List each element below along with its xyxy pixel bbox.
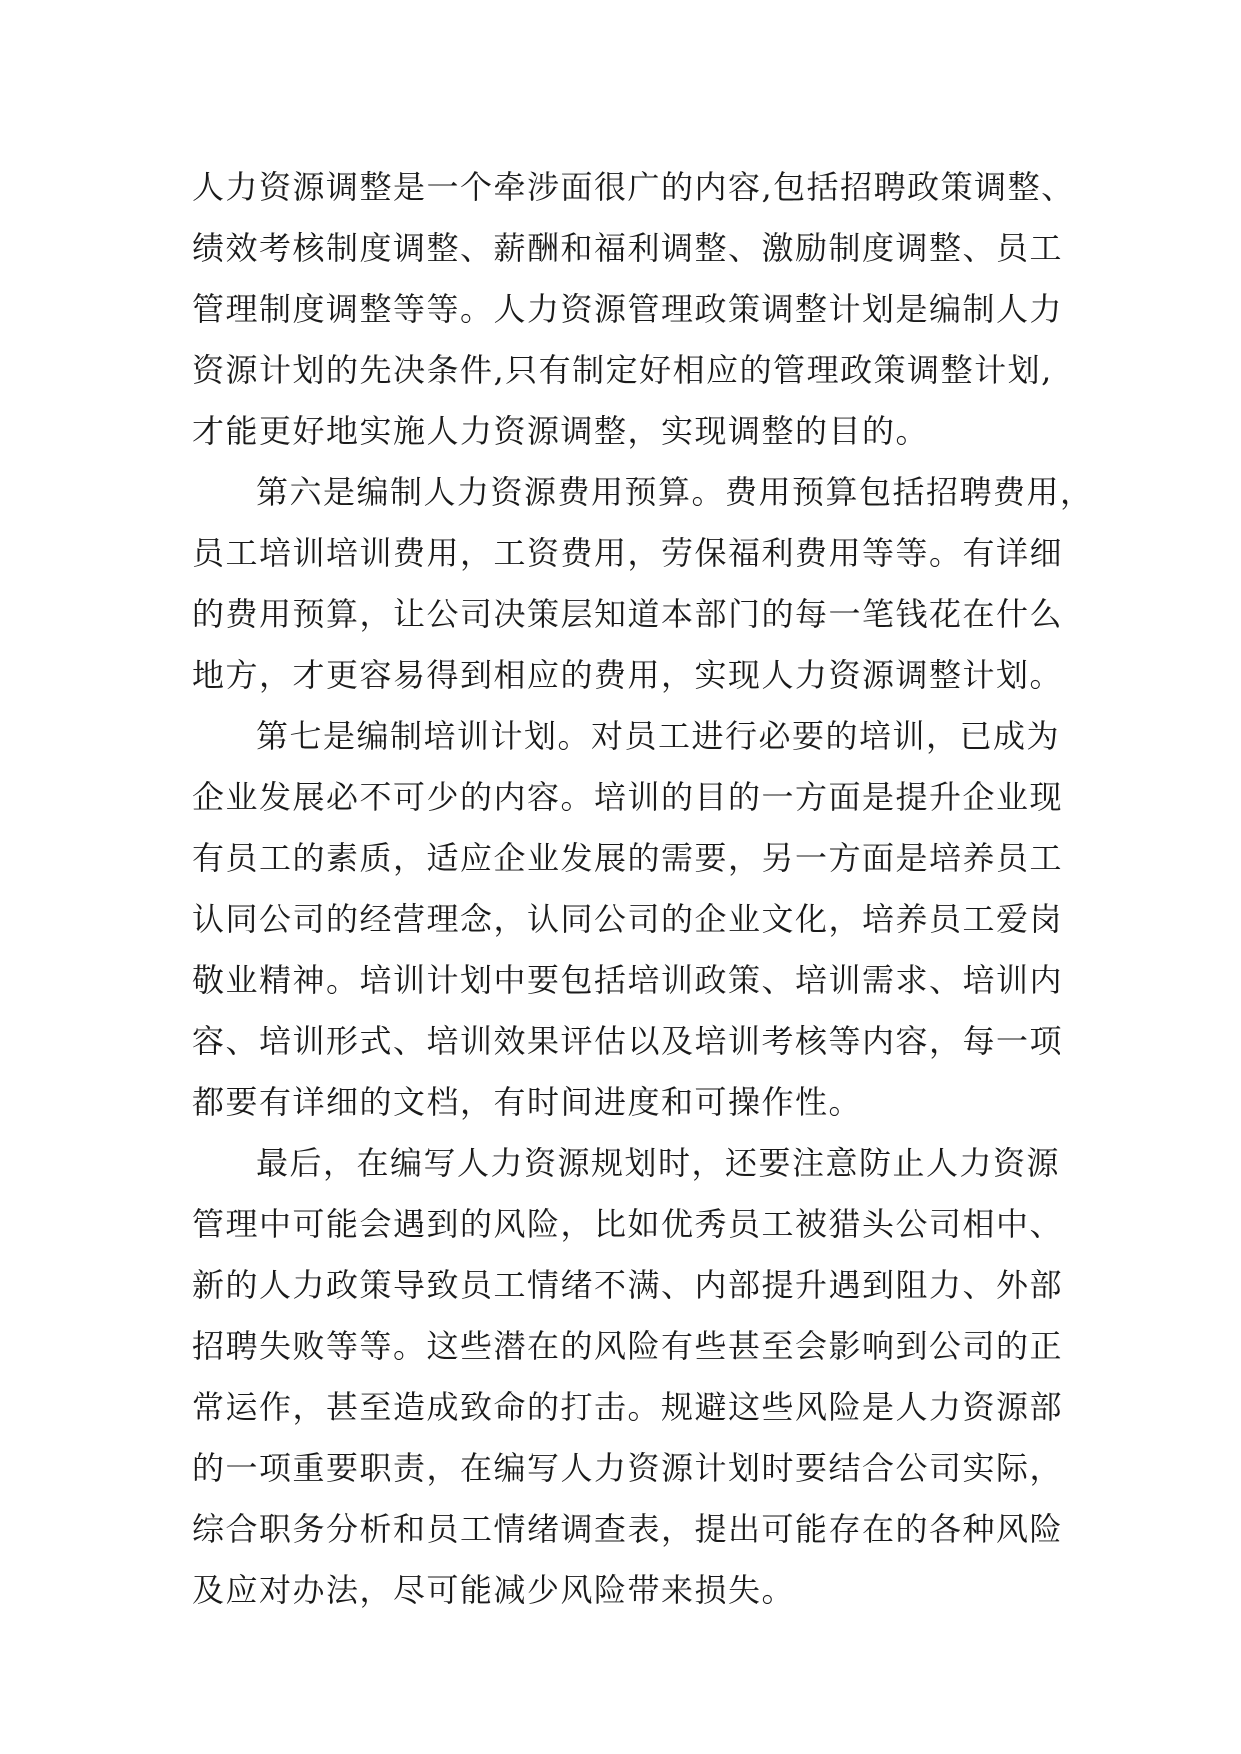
- text-line: 资源计划的先决条件,只有制定好相应的管理政策调整计划,: [192, 351, 1053, 389]
- text-line: 地方，才更容易得到相应的费用，实现人力资源调整计划。: [192, 656, 1064, 694]
- text-line: 容、培训形式、培训效果评估以及培训考核等内容，每一项: [192, 1022, 1064, 1060]
- text-line: 绩效考核制度调整、薪酬和福利调整、激励制度调整、员工: [192, 229, 1064, 267]
- text-line: 管理中可能会遇到的风险，比如优秀员工被猎头公司相中、: [192, 1205, 1064, 1243]
- document-body: [192, 157, 1092, 1621]
- text-line: 都要有详细的文档，有时间进度和可操作性。: [192, 1083, 863, 1121]
- text-line: 有员工的素质，适应企业发展的需要，另一方面是培养员工: [192, 839, 1064, 877]
- text-line: 综合职务分析和员工情绪调查表，提出可能存在的各种风险: [192, 1510, 1064, 1548]
- text-line: 才能更好地实施人力资源调整，实现调整的目的。: [192, 412, 930, 450]
- paragraph-3: [192, 706, 1092, 1133]
- text-line: 的一项重要职责，在编写人力资源计划时要结合公司实际，: [192, 1449, 1064, 1487]
- text-line: 认同公司的经营理念，认同公司的企业文化，培养员工爱岗: [192, 900, 1064, 938]
- text-line: 第六是编制人力资源费用预算。费用预算包括招聘费用，: [256, 473, 1094, 511]
- text-line: 招聘失败等等。这些潜在的风险有些甚至会影响到公司的正: [192, 1327, 1064, 1365]
- text-line: 敬业精神。培训计划中要包括培训政策、培训需求、培训内: [192, 961, 1064, 999]
- text-line: 员工培训培训费用，工资费用，劳保福利费用等等。有详细: [192, 534, 1064, 572]
- paragraph-4: [192, 1133, 1092, 1621]
- paragraph-2: [192, 462, 1092, 706]
- text-line: 管理制度调整等等。人力资源管理政策调整计划是编制人力: [192, 290, 1064, 328]
- paragraph-1: [192, 157, 1092, 462]
- text-line: 人力资源调整是一个牵涉面很广的内容,包括招聘政策调整、: [192, 168, 1075, 206]
- text-line: 最后，在编写人力资源规划时，还要注意防止人力资源: [256, 1144, 1061, 1182]
- text-line: 新的人力政策导致员工情绪不满、内部提升遇到阻力、外部: [192, 1266, 1064, 1304]
- text-line: 及应对办法，尽可能减少风险带来损失。: [192, 1571, 796, 1609]
- text-line: 企业发展必不可少的内容。培训的目的一方面是提升企业现: [192, 778, 1064, 816]
- text-line: 常运作，甚至造成致命的打击。规避这些风险是人力资源部: [192, 1388, 1064, 1426]
- text-line: 第七是编制培训计划。对员工进行必要的培训，已成为: [256, 717, 1061, 755]
- text-line: 的费用预算，让公司决策层知道本部门的每一笔钱花在什么: [192, 595, 1064, 633]
